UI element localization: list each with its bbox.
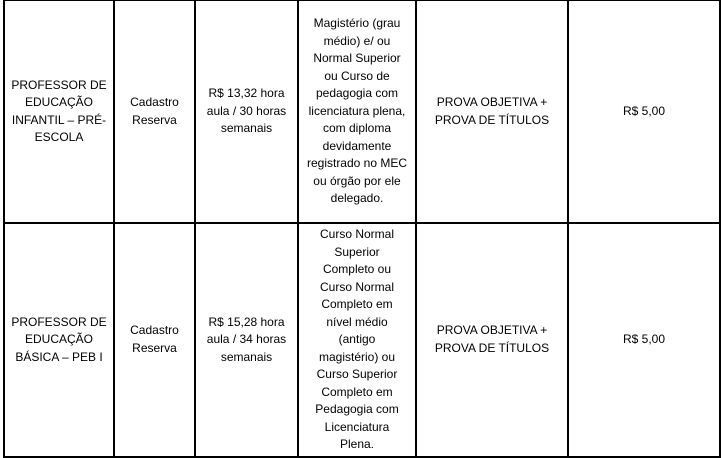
cell-taxa: R$ 5,00 <box>568 1 720 224</box>
cell-requisitos: Magistério (grau médio) e/ ou Normal Superior ou Curso de pedagogia com licenciatura plena, com diploma devidamente registrado no MEC ou órgão por ele delegado. <box>298 1 416 224</box>
cell-vencimento: R$ 13,32 hora aula / 30 horas semanais <box>195 1 298 224</box>
cell-vagas: Cadastro Reserva <box>114 1 195 224</box>
cell-vencimento: R$ 15,28 hora aula / 34 horas semanais <box>195 223 298 457</box>
table-row <box>4 1 720 224</box>
vacancy-table <box>3 0 721 458</box>
cell-vagas: Cadastro Reserva <box>114 223 195 457</box>
cell-taxa: R$ 5,00 <box>568 223 720 457</box>
cell-requisitos: Curso Normal Superior Completo ou Curso Normal Completo em nível médio (antigo magistério) ou Curso Superior Completo em Pedagogia com Licenciatura Plena. <box>298 223 416 457</box>
cell-provas: PROVA OBJETIVA + PROVA DE TÍTULOS <box>416 1 568 224</box>
cell-cargo: PROFESSOR DE EDUCAÇÃO BÁSICA – PEB I <box>4 223 114 457</box>
cell-provas: PROVA OBJETIVA + PROVA DE TÍTULOS <box>416 223 568 457</box>
table-row <box>4 223 720 457</box>
cell-cargo: PROFESSOR DE EDUCAÇÃO INFANTIL – PRÉ- ESCOLA <box>4 1 114 224</box>
